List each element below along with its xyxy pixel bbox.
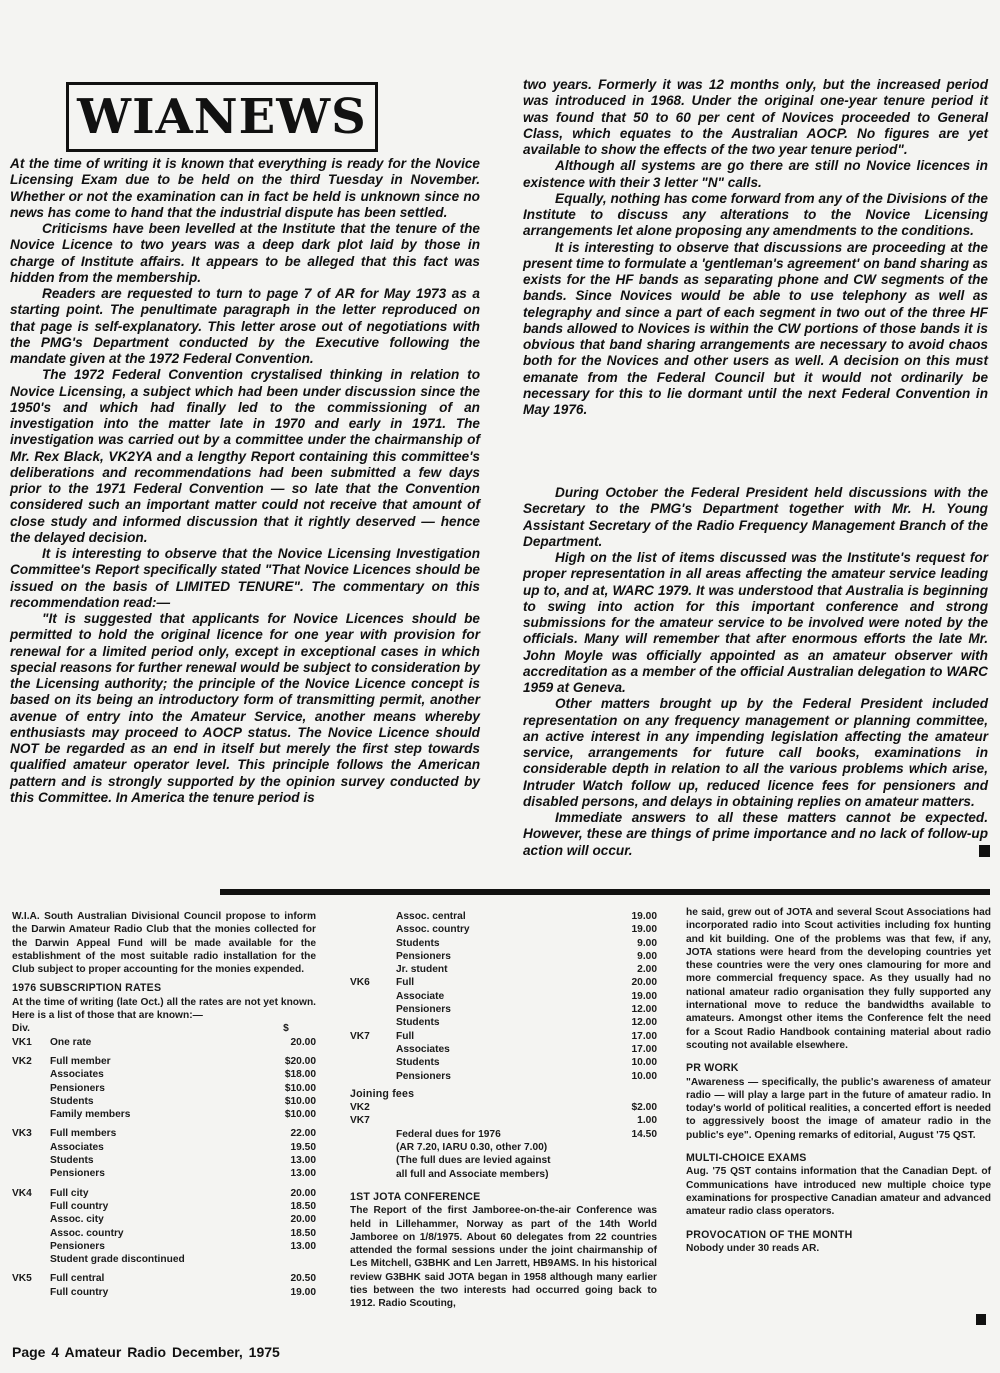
rate-row bbox=[350, 1070, 657, 1083]
division-cell bbox=[350, 1128, 396, 1141]
rate-row bbox=[12, 1154, 316, 1167]
rates-heading: 1976 SUBSCRIPTION RATES bbox=[12, 982, 162, 995]
rate-row bbox=[350, 1168, 657, 1181]
division-cell: VK5 bbox=[12, 1273, 32, 1285]
division-cell bbox=[12, 1068, 50, 1081]
category-cell: Full bbox=[396, 1030, 415, 1042]
category-cell: Jr. student bbox=[396, 964, 448, 976]
rate-row bbox=[350, 976, 657, 989]
rate-row bbox=[12, 1055, 316, 1068]
article-column-2-top bbox=[523, 77, 988, 418]
amount-cell: 2.00 bbox=[637, 964, 657, 976]
division-cell bbox=[350, 910, 396, 923]
division-cell bbox=[12, 1286, 50, 1299]
rate-row bbox=[350, 1030, 657, 1043]
amount-cell bbox=[256, 1253, 316, 1266]
joining-table bbox=[350, 1101, 657, 1181]
division-cell bbox=[12, 1253, 50, 1266]
jota-continued: he said, grew out of JOTA and several Scout Associations had incorporated radio into Scout activities including fox hunting and kit building. One of the problems was that few, if any, JOTA stations were heard from the developing countries yet these countries were the very ones clamouring for more and more commercial frequency space. As they usually had no national amateur radio organisation they fully supported any international move to reduce the bandwidths available to amateurs. Amongst other items the Conference felt the need for a Scout Radio Handbook containing material about radio scouting not available elsewhere. bbox=[686, 907, 991, 1051]
division-cell bbox=[12, 1213, 50, 1226]
paragraph: Other matters brought up by the Federal President included representation on any frequency management or planning committee, an active interest in any impending legislation affecting the amateur service, arrangements for future call books, examinations in considerable depth in relation to all the various problems which arise, Intruder Watch follow up, reduced licence fees for pensioners and disabled persons, and delays in obtaining replies on amateur matters. bbox=[523, 696, 988, 809]
rate-row bbox=[12, 1068, 316, 1081]
division-cell bbox=[12, 1227, 50, 1240]
amount-cell: 22.00 bbox=[290, 1128, 316, 1140]
division-cell bbox=[12, 1095, 50, 1108]
category-cell: Full city bbox=[50, 1187, 89, 1199]
rate-row bbox=[350, 923, 657, 936]
division-cell bbox=[12, 1141, 50, 1154]
amount-cell: 12.00 bbox=[631, 1017, 657, 1029]
article-column-2-bottom bbox=[523, 485, 988, 859]
category-cell: Assoc. country bbox=[396, 924, 470, 936]
jota-text: The Report of the first Jamboree-on-the-air Conference was held in Lillehammer, Norway as part of the 14th World Jamboree on 1/8/1975. About 60 delegates from 22 countries attended the formal sessions under the joint chairmanship of Les Mitchell, G3BHK and Len Jarrett, HB9AMS. In his historical review G3BHK said JOTA began in 1958 although many earlier ties between the two interests had occurred going back to 1912. Radio Scouting, bbox=[350, 1205, 657, 1310]
category-cell: Associate bbox=[396, 990, 445, 1002]
division-cell bbox=[350, 1056, 396, 1069]
division-cell bbox=[12, 1200, 50, 1213]
paragraph: It is interesting to observe that the Novice Licensing Investigation Committee's Report specifically stated "That Novice Licences should be issued on the basis of LIMITED TENURE". The commentary on this recommendation read:— bbox=[10, 546, 480, 610]
news-column-1 bbox=[12, 910, 316, 1299]
paragraph: Although all systems are go there are still no Novice licences in existence with their 3 letter "N" calls. bbox=[523, 158, 988, 190]
division-cell: VK2 bbox=[12, 1055, 32, 1067]
category-cell: Pensioners bbox=[396, 1070, 451, 1082]
rate-row bbox=[350, 1141, 657, 1154]
category-cell: Students bbox=[50, 1095, 94, 1107]
paragraph: The 1972 Federal Convention crystalised thinking in relation to Novice Licensing, a subject which had been under discussion since the 1950's and which had finally led to the commissioning of an investigation into the matter late in 1970 and early in 1971. The investigation was carried out by a committee under the chairmanship of Mr. Rex Black, VK2YA and a lengthy Report containing this committee's deliberations and recommendations had been submitted a few days prior to the 1971 Federal Convention — so late that the Convention considered such an important matter could not receive that amount of close study and informed discussion that it rightly deserved — hence the delayed decision. bbox=[10, 367, 480, 545]
div-header: Div. bbox=[12, 1023, 30, 1035]
amount-cell: 20.00 bbox=[290, 1036, 316, 1048]
division-cell bbox=[350, 923, 396, 936]
rate-row bbox=[12, 1200, 316, 1213]
category-cell: Students bbox=[50, 1155, 94, 1167]
amount-cell: $10.00 bbox=[284, 1109, 316, 1121]
amount-cell bbox=[597, 1168, 657, 1181]
amount-cell bbox=[597, 1141, 657, 1154]
rate-row bbox=[12, 1286, 316, 1299]
rate-row bbox=[350, 1154, 657, 1167]
category-cell: Full member bbox=[50, 1055, 111, 1067]
provocation-heading: PROVOCATION OF THE MONTH bbox=[686, 1228, 853, 1241]
jota-heading: 1ST JOTA CONFERENCE bbox=[350, 1190, 481, 1203]
page-footer: Page 4 Amateur Radio December, 1975 bbox=[12, 1344, 280, 1360]
mc-heading: MULTI-CHOICE EXAMS bbox=[686, 1152, 807, 1165]
amount-cell: 13.00 bbox=[290, 1168, 316, 1180]
rate-row bbox=[12, 1187, 316, 1200]
amount-cell: 17.00 bbox=[631, 1043, 657, 1055]
category-cell: Full bbox=[396, 977, 415, 989]
division-cell bbox=[12, 1167, 50, 1180]
amount-cell: 9.00 bbox=[637, 950, 657, 962]
paragraph: "It is suggested that applicants for Novice Licences should be permitted to hold the original licence for one year with provision for renewal for a limited period only, except in exceptional cases in which special reasons for further renewal would be subject to consideration by the Licensing authority; the principle of the Novice Licence concept is based on its being an introductory form of transmitting permit, another avenue of entry into the Amateur Service, another means whereby enthusiasts may proceed to AOCP status. The Novice Licence should NOT be regarded as an end in itself but merely the first step towards qualified amateur operator level. This principle follows the American pattern and is strongly supported by the opinion survey conducted by this Committee. In America the tenure period is bbox=[10, 611, 480, 805]
rates-table-cont bbox=[350, 910, 657, 1083]
news-column-2 bbox=[350, 910, 657, 1311]
division-cell bbox=[350, 1016, 396, 1029]
division-cell: VK1 bbox=[12, 1036, 32, 1048]
rate-row bbox=[350, 937, 657, 950]
paragraph: During October the Federal President held discussions with the Secretary to the PMG's Department together with Mr. H. Young Assistant Secretary of the Radio Frequency Management Branch of the Department. bbox=[523, 485, 988, 549]
category-cell: Students bbox=[396, 1057, 440, 1069]
amount-cell: 19.50 bbox=[290, 1141, 316, 1153]
division-cell bbox=[350, 1141, 396, 1154]
rate-row bbox=[12, 1036, 316, 1049]
category-cell: (AR 7.20, IARU 0.30, other 7.00) bbox=[396, 1142, 548, 1154]
amount-cell: 12.00 bbox=[631, 1004, 657, 1016]
rate-row bbox=[12, 1127, 316, 1140]
rates-table bbox=[12, 1036, 316, 1299]
category-cell: Family members bbox=[50, 1109, 131, 1121]
rate-row bbox=[12, 1213, 316, 1226]
paragraph: Equally, nothing has come forward from any of the Divisions of the Institute to discuss any alterations to the Novice Licensing arrangements let alone proposing any amendments to the conditions. bbox=[523, 190, 988, 239]
division-cell bbox=[350, 1154, 396, 1167]
currency-header: $ bbox=[283, 1023, 289, 1035]
joining-heading: Joining fees bbox=[350, 1087, 415, 1100]
rate-row bbox=[350, 990, 657, 1003]
division-cell bbox=[12, 1240, 50, 1253]
rate-row bbox=[12, 1141, 316, 1154]
division-cell: VK3 bbox=[12, 1128, 32, 1140]
division-cell bbox=[350, 1043, 396, 1056]
news-column-3 bbox=[686, 906, 991, 1255]
division-cell bbox=[12, 1108, 50, 1121]
division-cell bbox=[350, 1070, 396, 1083]
division-cell bbox=[350, 1168, 396, 1181]
amount-cell: 18.50 bbox=[290, 1200, 316, 1212]
amount-cell: $20.00 bbox=[284, 1055, 316, 1067]
amount-cell: $2.00 bbox=[631, 1102, 657, 1114]
amount-cell: 10.00 bbox=[631, 1057, 657, 1069]
amount-cell: 19.00 bbox=[631, 990, 657, 1002]
amount-cell: $10.00 bbox=[284, 1095, 316, 1107]
division-cell: VK7 bbox=[350, 1115, 370, 1127]
division-cell: VK7 bbox=[350, 1030, 370, 1042]
end-mark-icon bbox=[976, 1314, 986, 1325]
division-cell bbox=[12, 1154, 50, 1167]
category-cell: Full country bbox=[50, 1286, 109, 1298]
amount-cell: 19.00 bbox=[631, 924, 657, 936]
amount-cell: 10.00 bbox=[631, 1070, 657, 1082]
category-cell: Associates bbox=[396, 1043, 450, 1055]
rate-row bbox=[350, 1056, 657, 1069]
category-cell: Pensioners bbox=[50, 1082, 105, 1094]
paragraph: two years. Formerly it was 12 months only, but the increased period was introduced in 1968. Under the original one-year tenure period it was found that 50 to 60 per cent of Novices proceeded to General Class, which equates to the Australian AOCP. No figures are yet available to show the effects of the two year tenure period". bbox=[523, 77, 988, 157]
amount-cell bbox=[597, 1154, 657, 1167]
category-cell: Full members bbox=[50, 1128, 117, 1140]
amount-cell: 20.00 bbox=[290, 1187, 316, 1199]
category-cell: Full country bbox=[50, 1200, 109, 1212]
rate-row bbox=[12, 1108, 316, 1121]
rate-row bbox=[350, 1114, 657, 1127]
category-cell bbox=[396, 1101, 597, 1114]
rate-row bbox=[12, 1082, 316, 1095]
division-cell bbox=[350, 990, 396, 1003]
category-cell: Associates bbox=[50, 1069, 104, 1081]
category-cell: Assoc. city bbox=[50, 1214, 104, 1226]
masthead-box bbox=[66, 82, 378, 152]
rate-row bbox=[12, 1227, 316, 1240]
rates-intro: At the time of writing (late Oct.) all the rates are not yet known. Here is a list of those that are known:— bbox=[12, 996, 316, 1022]
category-cell: Assoc. country bbox=[50, 1227, 124, 1239]
amount-cell: $10.00 bbox=[284, 1082, 316, 1094]
amount-cell: 20.50 bbox=[290, 1273, 316, 1285]
category-cell: One rate bbox=[50, 1036, 92, 1048]
rate-row bbox=[350, 950, 657, 963]
division-cell: VK2 bbox=[350, 1102, 370, 1114]
category-cell: (The full dues are levied against bbox=[396, 1155, 551, 1167]
division-cell bbox=[350, 937, 396, 950]
amount-cell: 9.00 bbox=[637, 937, 657, 949]
end-mark-icon bbox=[979, 845, 990, 857]
rate-row bbox=[350, 963, 657, 976]
rate-row bbox=[12, 1253, 316, 1266]
amount-cell: 1.00 bbox=[637, 1115, 657, 1127]
paragraph: It is interesting to observe that discussions are proceeding at the present time to formulate a 'gentleman's agreement' on band sharing as exists for the HF bands as separating phone and CW segments of the bands. Since Novices would be able to use telephony as well as telegraphy and since a part of each segment in two out of the three HF bands allowed to Novices is within the CW portions of those bands it is obvious that band sharing arrangements are necessary to avoid chaos both for the Novices and other users as well. A decision on this must emanate from the Federal Council but it would not ordinarily be necessary for this to lie dormant until the next Federal Convention in May 1976. bbox=[523, 239, 988, 417]
amount-cell: 13.00 bbox=[290, 1155, 316, 1167]
amount-cell: 19.00 bbox=[290, 1286, 316, 1298]
masthead-title: WIANEWS bbox=[77, 89, 367, 145]
article-column-1 bbox=[10, 156, 480, 806]
division-cell bbox=[12, 1082, 50, 1095]
paragraph: Readers are requested to turn to page 7 of AR for May 1973 as a starting point. The penultimate paragraph in the letter reproduced on that page is self-explanatory. This letter arose out of negotiations with the PMG's Department conducted by the Executive following the mandate given at the 1972 Federal Convention. bbox=[10, 286, 480, 366]
amount-cell: 17.00 bbox=[631, 1030, 657, 1042]
division-cell bbox=[350, 963, 396, 976]
category-cell: Student grade discontinued bbox=[50, 1254, 185, 1266]
category-cell: Associates bbox=[50, 1141, 104, 1153]
paragraph: Immediate answers to all these matters cannot be expected. However, these are things of prime importance and no lack of follow-up action will occur. bbox=[523, 810, 988, 858]
category-cell: all full and Associate members) bbox=[396, 1168, 549, 1180]
division-cell bbox=[350, 950, 396, 963]
amount-cell: 18.50 bbox=[290, 1227, 316, 1239]
rate-row bbox=[12, 1240, 316, 1253]
category-cell: Students bbox=[396, 937, 440, 949]
section-divider bbox=[220, 889, 990, 895]
category-cell: Pensioners bbox=[396, 1004, 451, 1016]
category-cell: Full central bbox=[50, 1273, 105, 1285]
category-cell: Students bbox=[396, 1017, 440, 1029]
category-cell: Pensioners bbox=[50, 1240, 105, 1252]
category-cell: Pensioners bbox=[396, 950, 451, 962]
rate-row bbox=[12, 1095, 316, 1108]
rate-row bbox=[350, 1016, 657, 1029]
pr-heading: PR WORK bbox=[686, 1062, 739, 1075]
amount-cell: $18.00 bbox=[284, 1069, 316, 1081]
provocation-text: Nobody under 30 reads AR. bbox=[686, 1242, 820, 1254]
amount-cell: 19.00 bbox=[631, 911, 657, 922]
rate-row bbox=[12, 1272, 316, 1285]
rate-row bbox=[350, 1128, 657, 1141]
rates-header bbox=[12, 1022, 316, 1035]
amount-cell: 14.50 bbox=[631, 1128, 657, 1140]
category-cell: Pensioners bbox=[50, 1168, 105, 1180]
amount-cell: 20.00 bbox=[631, 977, 657, 989]
paragraph: High on the list of items discussed was the Institute's request for proper representation in all areas affecting the amateur service leading up to, and at, WARC 1979. It was understood that Australia is beginning to swing into action for this important conference and strong submissions for the amateur service to be involved were noted by the officials. Many will remember that after enormous efforts the late Mr. John Moyle was officially appointed as an amateur observer with accreditation as a member of the official Australian delegation to WARC 1959 at Geneva. bbox=[523, 550, 988, 695]
rate-row bbox=[12, 1167, 316, 1180]
amount-cell: 20.00 bbox=[290, 1214, 316, 1226]
division-cell bbox=[350, 1003, 396, 1016]
paragraph: Criticisms have been levelled at the Institute that the tenure of the Novice Licence to two years was a deep dark plot laid by those in charge of Institute affairs. It appears to be alleged that this fact was hidden from the membership. bbox=[10, 221, 480, 285]
paragraph: At the time of writing it is known that everything is ready for the Novice Licensing Exam due to be held on the third Tuesday in November. Whether or not the examination can in fact be held is unknown since no news has come to hand that the industrial dispute has been settled. bbox=[10, 156, 480, 220]
darwin-notice: W.I.A. South Australian Divisional Council propose to inform the Darwin Amateur Radio Club that the monies collected for the Darwin Appeal Fund will be made available for the establishment of the most suitable radio installation for the Club subject to proper accounting for the monies expended. bbox=[12, 911, 316, 976]
category-cell bbox=[396, 1114, 597, 1127]
rate-row bbox=[350, 910, 657, 923]
rate-row bbox=[350, 1003, 657, 1016]
division-cell: VK4 bbox=[12, 1187, 32, 1199]
pr-text: "Awareness — specifically, the public's awareness of amateur radio — will play a large part in the future of amateur radio. In today's world of political realities, a concerted effort is needed to aggressively boost the image of amateur radio in the public's eye". Opening remarks of editorial, August '75 QST. bbox=[686, 1076, 991, 1141]
category-cell: Assoc. central bbox=[396, 911, 466, 922]
division-cell: VK6 bbox=[350, 977, 370, 989]
rate-row bbox=[350, 1101, 657, 1114]
category-cell: Federal dues for 1976 bbox=[396, 1128, 501, 1140]
mc-text: Aug. '75 QST contains information that the Canadian Dept. of Communications have introduced new multiple choice type examinations for prospective Canadian amateur and advanced amateur radio class operators. bbox=[686, 1166, 991, 1218]
rate-row bbox=[350, 1043, 657, 1056]
amount-cell: 13.00 bbox=[290, 1240, 316, 1252]
